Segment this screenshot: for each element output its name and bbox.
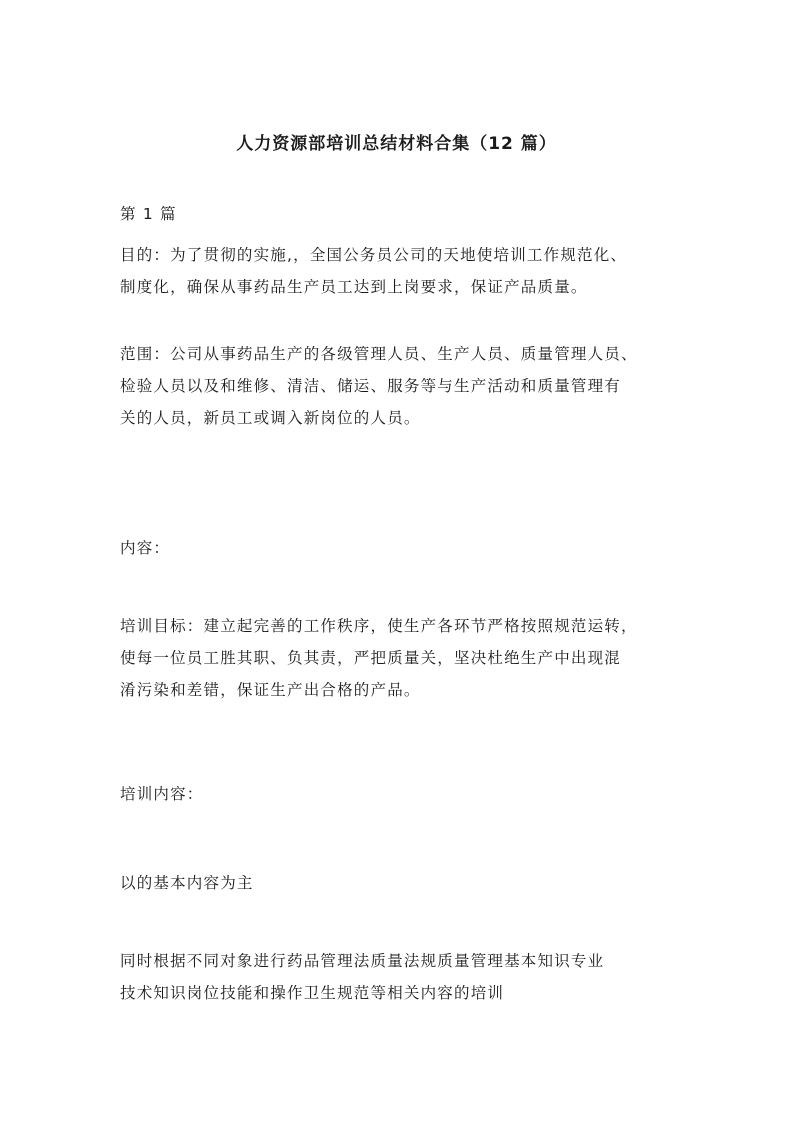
paragraph-line: 以的基本内容为主 [120, 874, 254, 892]
content-label-paragraph [120, 532, 676, 564]
document-title: 人力资源部培训总结材料合集（12 篇） [236, 134, 557, 154]
purpose-paragraph [120, 239, 676, 303]
paragraph-line: 技术知识岗位技能和操作卫生规范等相关内容的培训 [120, 984, 505, 1002]
paragraph-line: 淆污染和差错，保证生产出合格的产品。 [120, 681, 421, 699]
scope-paragraph [120, 338, 676, 434]
paragraph-line: 关的人员，新员工或调入新岗位的人员。 [120, 409, 421, 427]
training-label-paragraph [120, 778, 676, 810]
paragraph-line: 制度化，确保从事药品生产员工达到上岗要求，保证产品质量。 [120, 278, 588, 296]
paragraph-line: 范围：公司从事药品生产的各级管理人员、生产人员、质量管理人员、 [120, 345, 638, 363]
paragraph-line: 目的：为了贯彻的实施,，全国公务员公司的天地使培训工作规范化、 [120, 246, 628, 264]
paragraph-line: 使每一位员工胜其职、负其责，严把质量关，坚决杜绝生产中出现混 [120, 649, 622, 667]
chapter-label: 第 1 篇 [120, 205, 177, 223]
method-paragraph [120, 945, 676, 1009]
paragraph-line: 检验人员以及和维修、清洁、储运、服务等与生产活动和质量管理有 [120, 377, 622, 395]
training-label: 培训内容： [120, 785, 204, 803]
goal-paragraph [120, 610, 676, 706]
paragraph-line: 同时根据不同对象进行药品管理法质量法规质量管理基本知识专业 [120, 952, 605, 970]
chapter-heading [120, 198, 676, 230]
content-label: 内容： [120, 539, 171, 557]
basis-paragraph [120, 867, 676, 899]
paragraph-line: 培训目标：建立起完善的工作秩序，使生产各环节严格按照规范运转， [120, 617, 638, 635]
